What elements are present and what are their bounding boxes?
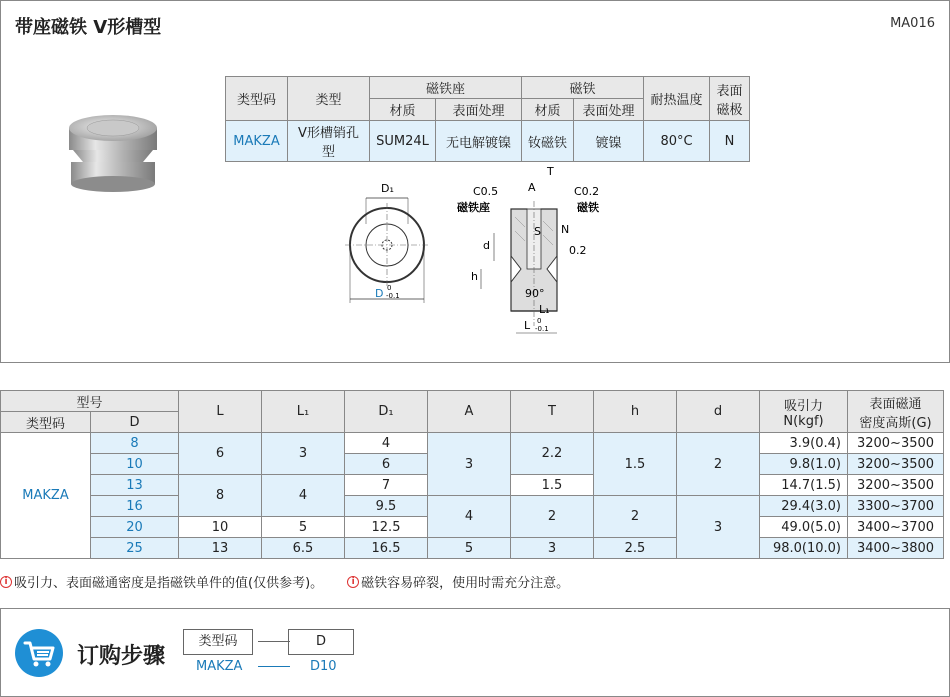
cell-T: 2 [511, 496, 594, 538]
cell-flux: 3400~3800 [848, 538, 944, 559]
cell-T: 3 [511, 538, 594, 559]
cell-h: 2 [594, 496, 677, 538]
order-box-type-code: 类型码 [183, 629, 253, 655]
s-label: S [534, 225, 541, 238]
cell-D1: 4 [345, 433, 428, 454]
order-dash [258, 641, 290, 642]
note-text: 吸引力、表面磁通密度是指磁铁单件的值(仅供参考)。 [14, 576, 324, 591]
spec-type-code: MAKZA [226, 121, 288, 162]
th-mag-surface: 表面处理 [574, 99, 644, 121]
cell-L1: 3 [262, 433, 345, 475]
spec-table [225, 76, 750, 162]
cell-D: 20 [91, 517, 179, 538]
note-item [347, 572, 569, 591]
cell-flux: 3200~3500 [848, 475, 944, 496]
cell-flux: 3200~3500 [848, 454, 944, 475]
cell-flux: 3200~3500 [848, 433, 944, 454]
cell-force: 98.0(10.0) [760, 538, 848, 559]
order-example-type: MAKZA [196, 659, 243, 674]
cell-A: 4 [428, 496, 511, 538]
cell-L1: 6.5 [262, 538, 345, 559]
cell-flux: 3300~3700 [848, 496, 944, 517]
th-mag-material: 材质 [522, 99, 574, 121]
th-D1: D₁ [345, 391, 428, 433]
cell-force: 9.8(1.0) [760, 454, 848, 475]
seat-label: 磁铁座 [457, 201, 490, 214]
cell-D: 13 [91, 475, 179, 496]
spec-mag-surface: 镀镍 [574, 121, 644, 162]
cell-force: 14.7(1.5) [760, 475, 848, 496]
h-label: h [471, 270, 478, 283]
dimension-table [0, 390, 944, 559]
order-panel [0, 608, 950, 697]
l-tol-bot: -0.1 [535, 325, 549, 333]
technical-drawing [341, 161, 641, 341]
cell-D: 25 [91, 538, 179, 559]
cell-L1: 5 [262, 517, 345, 538]
th-seat-material: 材质 [370, 99, 436, 121]
l-tol-top: 0 [537, 317, 542, 325]
product-code: MA016 [890, 16, 935, 31]
note-text: 磁铁容易碎裂，使用时需充分注意。 [361, 576, 570, 591]
cell-flux: 3400~3700 [848, 517, 944, 538]
cell-D: 8 [91, 433, 179, 454]
info-icon: i [0, 576, 12, 588]
page-title: 带座磁铁 V形槽型 [15, 17, 162, 38]
cell-h: 1.5 [594, 433, 677, 496]
th-pole: 表面 磁极 [710, 77, 750, 121]
cell-D: 10 [91, 454, 179, 475]
cell-T: 1.5 [511, 475, 594, 496]
cell-d: 2 [677, 433, 760, 496]
cell-L: 6 [179, 433, 262, 475]
angle-label: 90° [525, 287, 545, 300]
cell-force: 29.4(3.0) [760, 496, 848, 517]
type-code-cell: MAKZA [1, 433, 91, 559]
d-tol-bot: -0.1 [386, 292, 400, 300]
th-heat: 耐热温度 [644, 77, 710, 121]
magnet-label: 磁铁 [577, 201, 599, 214]
cell-A: 5 [428, 538, 511, 559]
th-type-code: 类型码 [226, 77, 288, 121]
th-flux: 表面磁通 密度高斯(G) [848, 391, 944, 433]
th-D: D [91, 412, 179, 433]
info-icon: i [347, 576, 359, 588]
cell-L: 8 [179, 475, 262, 517]
d-tol-top: 0 [387, 284, 392, 292]
th-L1: L₁ [262, 391, 345, 433]
cell-A: 3 [428, 433, 511, 496]
cell-h: 2.5 [594, 538, 677, 559]
cell-force: 49.0(5.0) [760, 517, 848, 538]
gap-label: 0.2 [569, 244, 587, 257]
cell-D1: 6 [345, 454, 428, 475]
a-label: A [528, 181, 536, 194]
th-force: 吸引力 N(kgf) [760, 391, 848, 433]
th-model: 型号 [1, 391, 179, 412]
spec-seat-surface: 无电解镀镍 [436, 121, 522, 162]
th-h: h [594, 391, 677, 433]
spec-pole: N [710, 121, 750, 162]
cart-icon [15, 629, 63, 677]
cell-L: 10 [179, 517, 262, 538]
cell-force: 3.9(0.4) [760, 433, 848, 454]
order-example-d: D10 [310, 659, 337, 674]
d1-label: D₁ [381, 182, 394, 195]
l1-label: L₁ [539, 303, 550, 316]
order-title: 订购步骤 [77, 644, 166, 669]
th-L: L [179, 391, 262, 433]
n-label: N [561, 223, 570, 236]
cell-L: 13 [179, 538, 262, 559]
d-label: D [375, 287, 384, 300]
note-item [0, 572, 323, 591]
th-seat: 磁铁座 [370, 77, 522, 99]
spec-type: V形槽销孔型 [288, 121, 370, 162]
cell-L1: 4 [262, 475, 345, 517]
cell-D1: 9.5 [345, 496, 428, 517]
th-d: d [677, 391, 760, 433]
l-label: L [524, 319, 531, 332]
spec-heat: 80°C [644, 121, 710, 162]
d-small-label: d [483, 239, 490, 252]
th-seat-surface: 表面处理 [436, 99, 522, 121]
c02-label: C0.2 [574, 185, 600, 198]
spec-mag-material: 钕磁铁 [522, 121, 574, 162]
th-type: 类型 [288, 77, 370, 121]
cell-d: 3 [677, 496, 760, 559]
cell-D: 16 [91, 496, 179, 517]
table-row [1, 538, 944, 559]
cell-D1: 16.5 [345, 538, 428, 559]
table-row [1, 496, 944, 517]
cell-D1: 12.5 [345, 517, 428, 538]
cell-T: 2.2 [511, 433, 594, 475]
spec-seat-material: SUM24L [370, 121, 436, 162]
th-T: T [511, 391, 594, 433]
cell-D1: 7 [345, 475, 428, 496]
t-label: T [547, 165, 554, 178]
th-type-code: 类型码 [1, 412, 91, 433]
notes [0, 572, 569, 591]
product-photo [63, 106, 163, 196]
table-row [1, 433, 944, 454]
order-example-dash [258, 666, 290, 667]
c05-label: C0.5 [473, 185, 499, 198]
order-box-d: D [288, 629, 354, 655]
th-A: A [428, 391, 511, 433]
th-magnet: 磁铁 [522, 77, 644, 99]
